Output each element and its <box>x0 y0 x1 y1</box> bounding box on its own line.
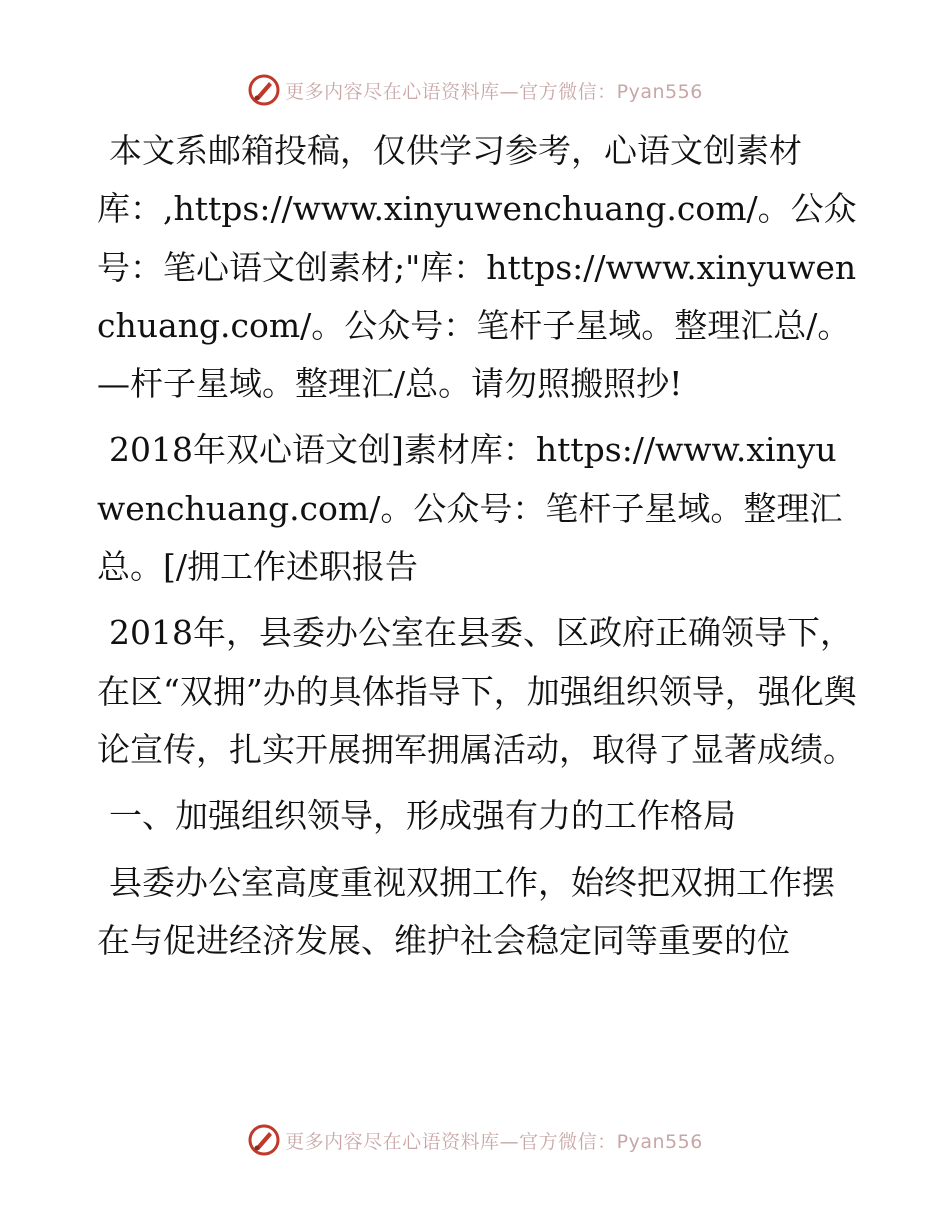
document-body <box>97 122 857 978</box>
paragraph-section-body: 县委办公室高度重视双拥工作，始终把双拥工作摆在与促进经济发展、维护社会稳定同等重要的位 <box>97 862 835 960</box>
watermark-text: 更多内容尽在心语资料库—官方微信：Pyan556 <box>285 1130 703 1153</box>
watermark-banner-top <box>0 70 950 110</box>
watermark-text: 更多内容尽在心语资料库—官方微信：Pyan556 <box>285 80 703 103</box>
section-heading: 一、加强组织领导，形成强有力的工作格局 <box>109 796 736 836</box>
paragraph-title: 2018年双心语文创]素材库：https://www.xinyuwenchuang.com/。公众号：笔杆子星域。整理汇总。[/拥工作述职报告 <box>97 430 843 587</box>
brush-logo-icon <box>247 73 281 107</box>
brush-logo-icon <box>247 1123 281 1157</box>
paragraph-intro: 本文系邮箱投稿，仅供学习参考，心语文创素材库：,https://www.xinyuwenchuang.com/。公众号：笔心语文创素材;"库：https://www.xinyuwenchuang.com/。公众号：笔杆子星域。整理汇总/。—杆子星域。整理汇/总。请勿照搬照抄! <box>97 131 857 404</box>
paragraph-summary: 2018年，县委办公室在县委、区政府正确领导下，在区“双拥”办的具体指导下，加强组织领导，强化舆论宣传，扎实开展拥军拥属活动，取得了显著成绩。 <box>97 613 857 769</box>
watermark-banner-bottom <box>0 1120 950 1160</box>
